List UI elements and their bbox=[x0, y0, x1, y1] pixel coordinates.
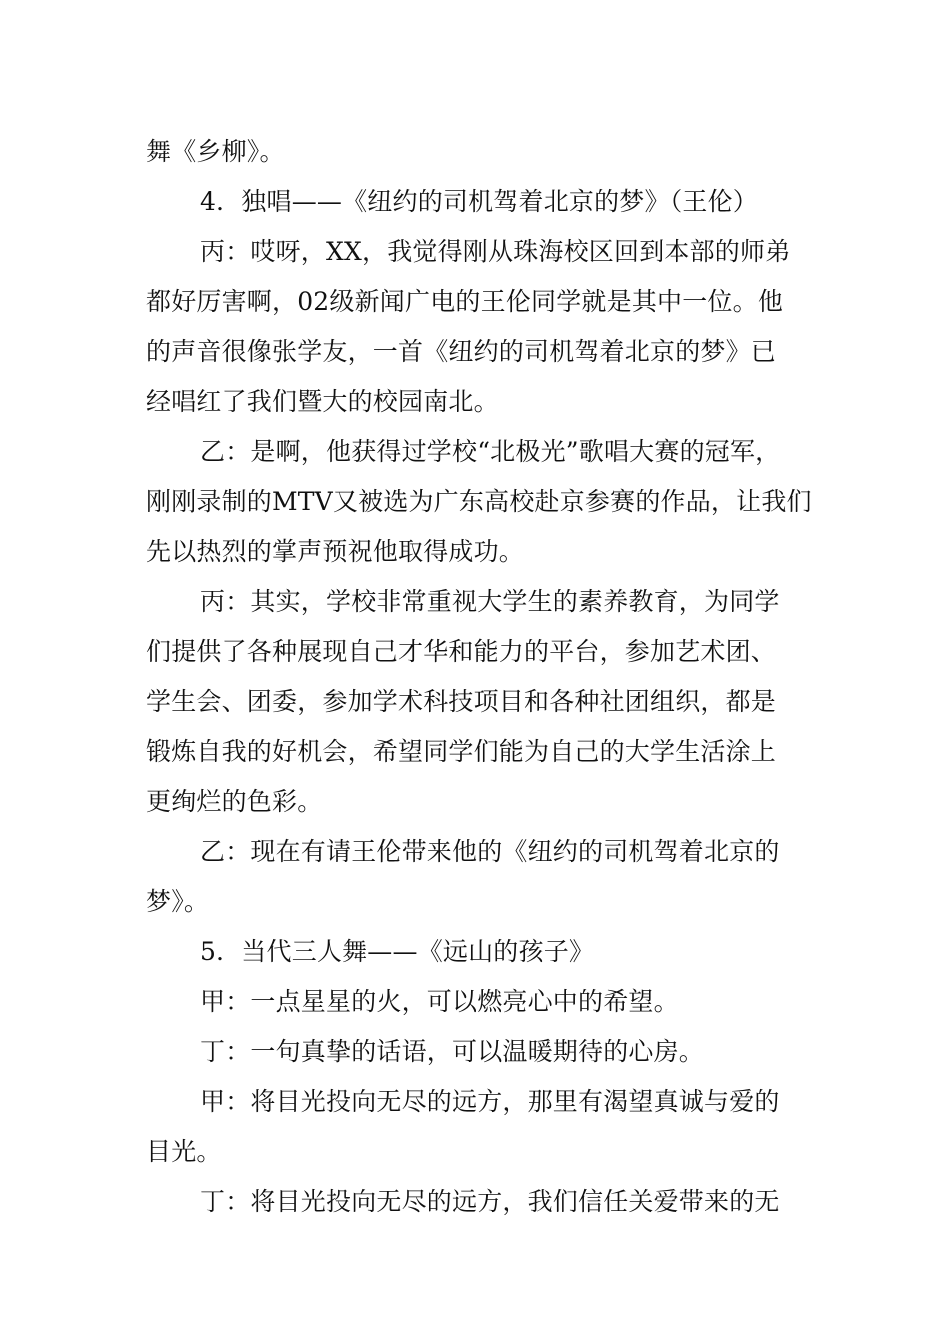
paragraph-7-heading bbox=[146, 927, 816, 977]
text-line: 先以热烈的掌声预祝他取得成功。 bbox=[146, 537, 525, 566]
text-line: 梦》。 bbox=[146, 887, 210, 916]
text-line: 锻炼自我的好机会，希望同学们能为自己的大学生活涂上 bbox=[146, 737, 777, 766]
section-heading: 5．当代三人舞——《远山的孩子》 bbox=[200, 937, 595, 966]
text-line: 丙：哎呀，XX，我觉得刚从珠海校区回到本部的师弟 bbox=[200, 237, 791, 266]
paragraph-1 bbox=[146, 127, 816, 177]
text-line: 目光。 bbox=[146, 1137, 222, 1166]
paragraph-6 bbox=[146, 827, 816, 927]
text-line: 乙：是啊，他获得过学校“北极光”歌唱大赛的冠军， bbox=[200, 437, 781, 466]
text-line: 经唱红了我们暨大的校园南北。 bbox=[146, 387, 499, 416]
paragraph-11 bbox=[146, 1177, 816, 1227]
paragraph-8 bbox=[146, 977, 816, 1027]
text-line: 甲：一点星星的火，可以燃亮心中的希望。 bbox=[200, 987, 679, 1016]
text-line: 舞《乡柳》。 bbox=[146, 137, 285, 166]
text-line: 甲：将目光投向无尽的远方，那里有渴望真诚与爱的 bbox=[200, 1087, 780, 1116]
section-heading: 4．独唱——《纽约的司机驾着北京的梦》（王伦） bbox=[200, 187, 759, 216]
paragraph-4 bbox=[146, 427, 816, 577]
text-line: 更绚烂的色彩。 bbox=[146, 787, 323, 816]
text-line: 都好厉害啊，02级新闻广电的王伦同学就是其中一位。他 bbox=[146, 287, 784, 316]
text-line: 们提供了各种展现自己才华和能力的平台，参加艺术团、 bbox=[146, 637, 777, 666]
text-line: 刚刚录制的MTV又被选为广东高校赴京参赛的作品，让我们 bbox=[146, 487, 812, 516]
paragraph-2-heading bbox=[146, 177, 816, 227]
text-line: 丙：其实，学校非常重视大学生的素养教育，为同学 bbox=[200, 587, 780, 616]
text-line: 乙：现在有请王伦带来他的《纽约的司机驾着北京的 bbox=[200, 837, 780, 866]
text-line: 的声音很像张学友，一首《纽约的司机驾着北京的梦》已 bbox=[146, 337, 777, 366]
paragraph-9 bbox=[146, 1027, 816, 1077]
text-line: 丁：一句真挚的话语，可以温暖期待的心房。 bbox=[200, 1037, 705, 1066]
paragraph-5 bbox=[146, 577, 816, 827]
paragraph-3 bbox=[146, 227, 816, 427]
text-line: 丁：将目光投向无尽的远方，我们信任关爱带来的无 bbox=[200, 1187, 780, 1216]
paragraph-10 bbox=[146, 1077, 816, 1177]
text-line: 学生会、团委，参加学术科技项目和各种社团组织，都是 bbox=[146, 687, 777, 716]
